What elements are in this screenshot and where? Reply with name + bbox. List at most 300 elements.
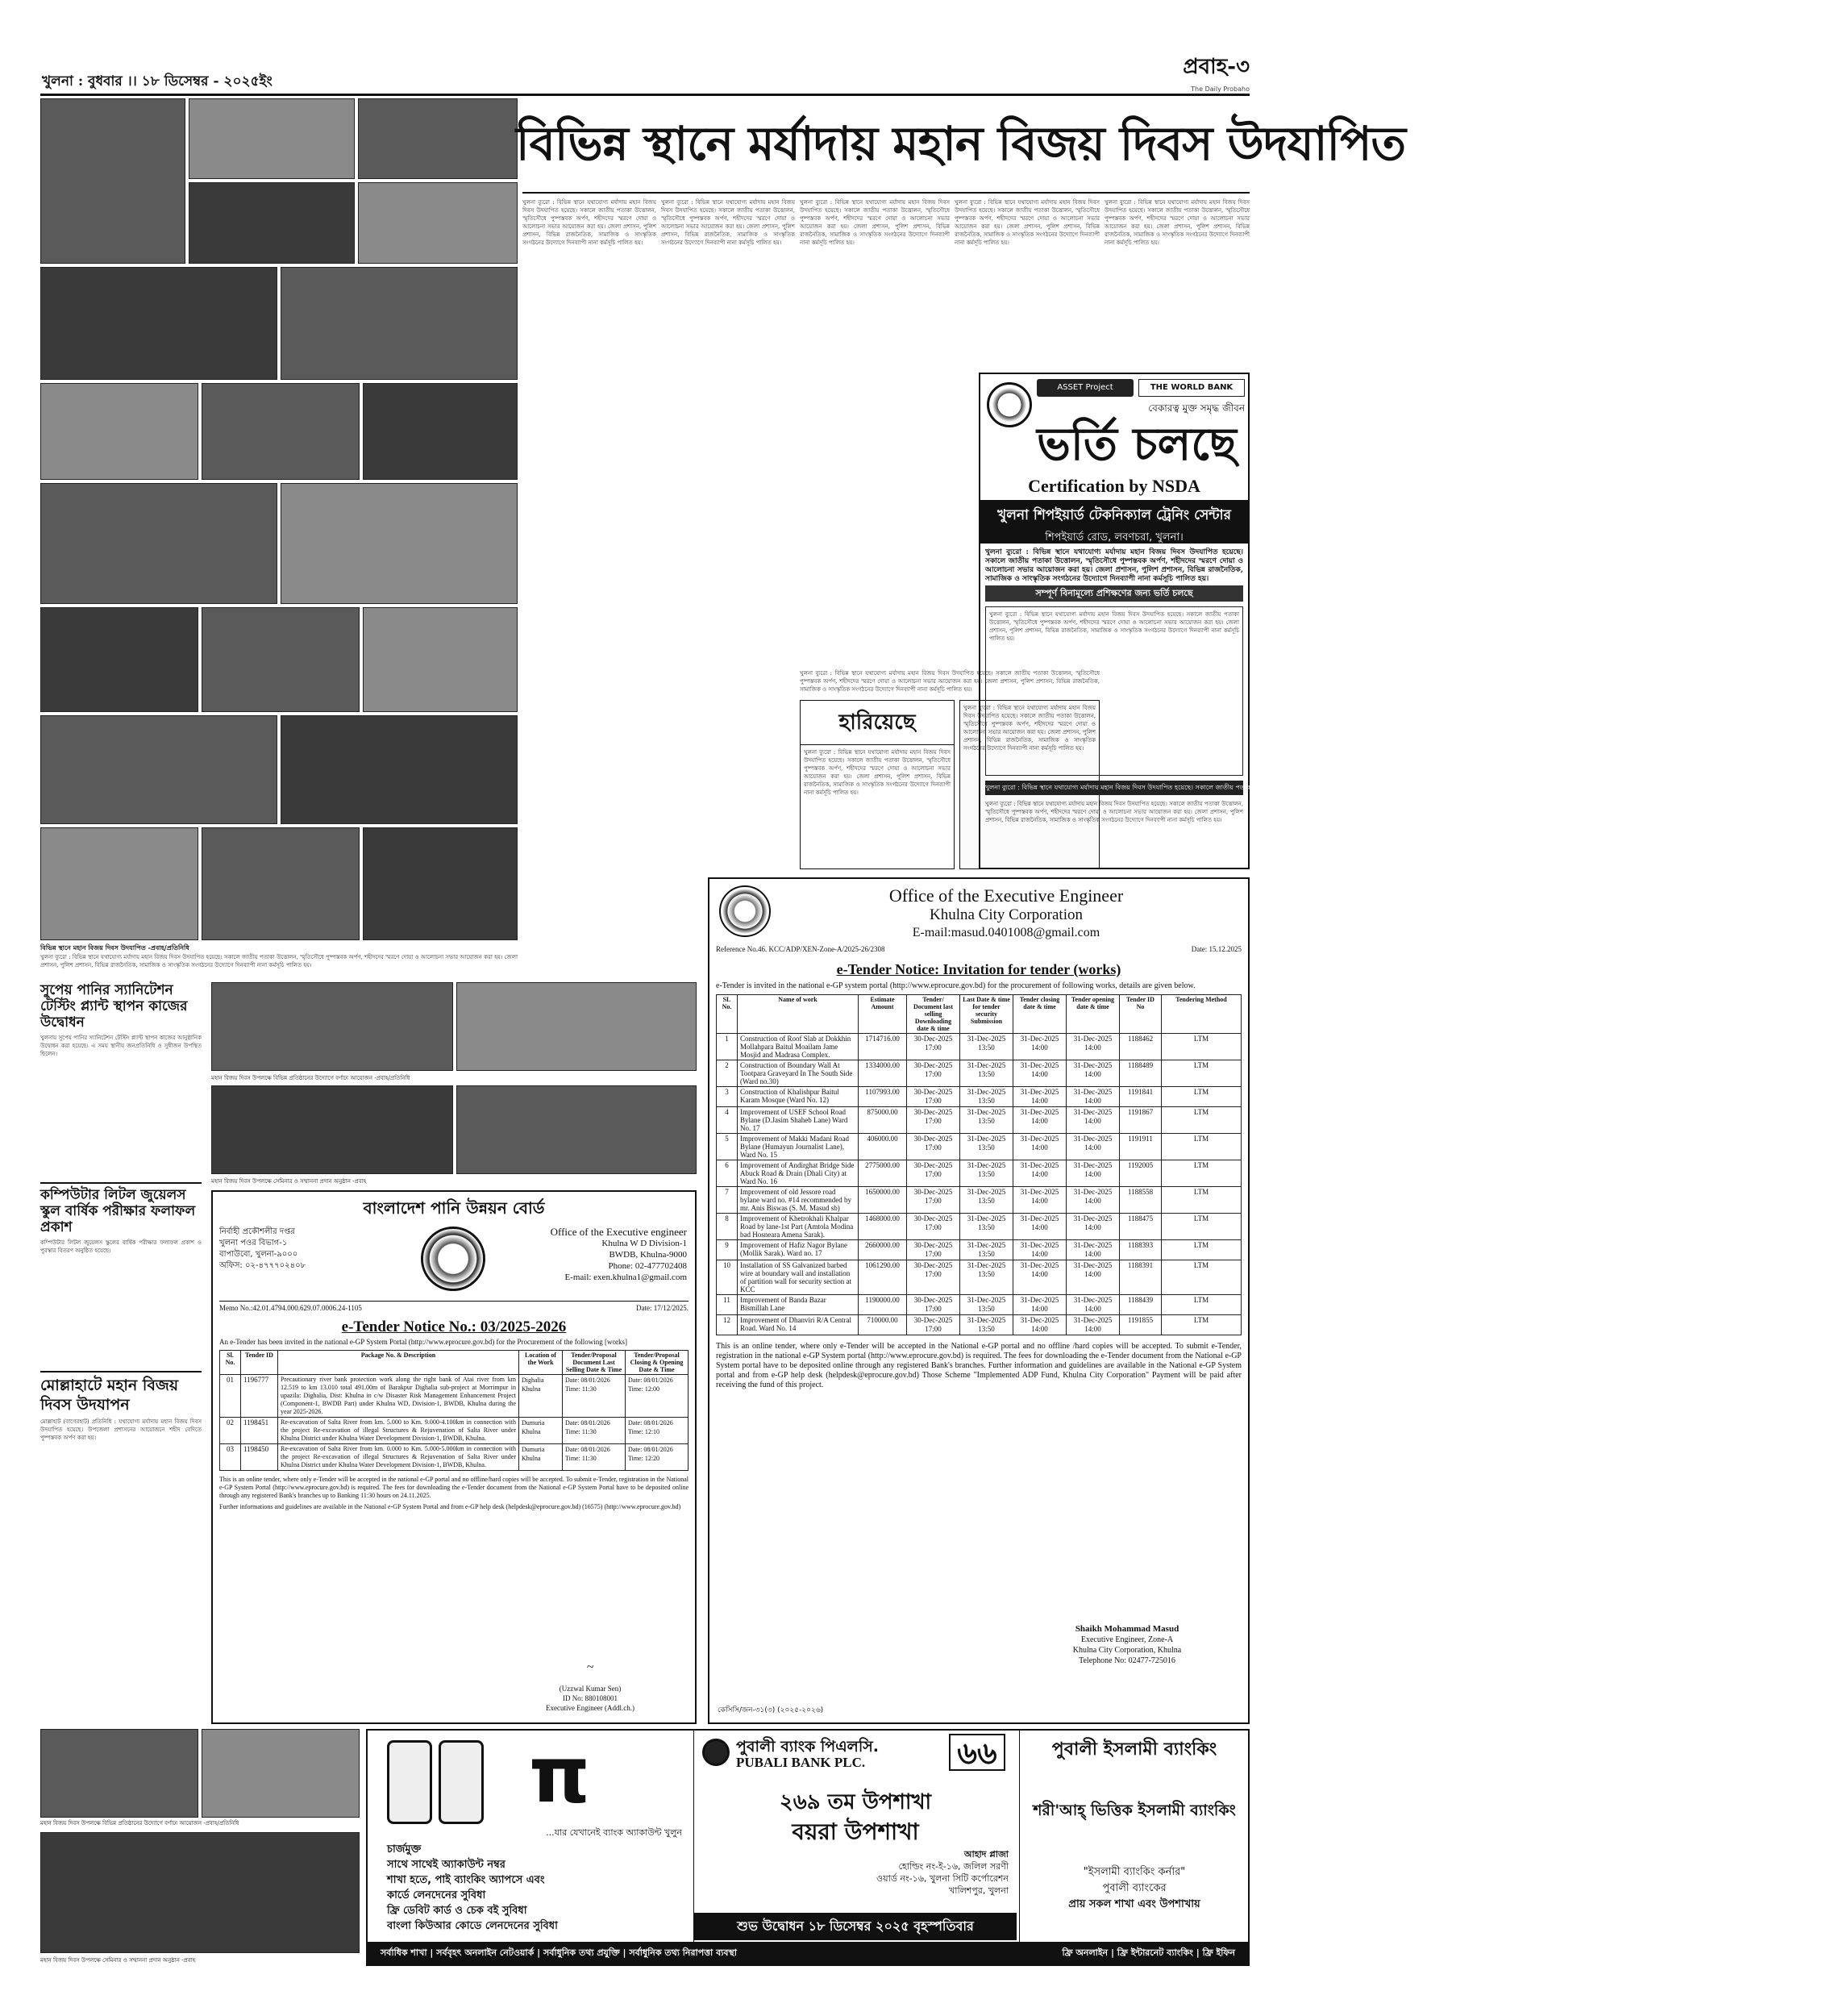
bwdb-sign-title: Executive Engineer (Addl.ch.) bbox=[546, 1704, 634, 1712]
kcc-sign-phone: Telephone No: 02477-725016 bbox=[1079, 1656, 1175, 1665]
cell: Improvement of Khetrokhali Khalpar Road by lane-1st Part (Amtola Modina bad Hosneara Amena Sarak). bbox=[738, 1214, 859, 1240]
collage-photo bbox=[40, 607, 198, 712]
kcc-letterhead bbox=[716, 885, 1242, 942]
bwdb-footer: This is an online tender, where only e-Tender will be accepted in the national e-GP portal and no offline/hard copies will be accepted. To submit e-Tender, registration in the National e-GP System Portal (http://www.eprocure.gov.bd) is required. The fees for downloading the e-Tender document from the National e-GP System Portal have to be deposited online through any registered Bank's branches up to Banking 11:30 hours on 24.11.2025. bbox=[219, 1476, 689, 1499]
cell: 30-Dec-2025 17:00 bbox=[907, 1260, 960, 1295]
notice-body: খুলনা ব্যুরো : বিভিন্ন স্থানে যথাযোগ্য মর্যাদায় মহান বিজয় দিবস উদযাপিত হয়েছে। সকালে জাতীয় পতাকা উত্তোলন, স্মৃতিসৌধে পুষ্পস্তবক অর্পণ, শহীদদের স্মরণে দোয়া ও আলোচনা সভার আয়োজন করা হয়। জেলা প্রশাসন, পুলিশ প্রশাসন, বিভিন্ন রাজনৈতিক, সামাজিক ও সাংস্কৃতিক সংগঠনের উদ্যোগে দিনব্যাপী নানা কর্মসূচি পালিত হয়। bbox=[963, 705, 1096, 752]
cell: Improvement of USEF School Road Bylane (D.Jasim Shaheb Lane) Ward No. 17 bbox=[738, 1107, 859, 1134]
cell: 31-Dec-2025 14:00 bbox=[1067, 1187, 1120, 1214]
cell: 710000.00 bbox=[859, 1315, 907, 1335]
cell: 31-Dec-2025 13:50 bbox=[960, 1260, 1013, 1295]
lead-body-col: খুলনা ব্যুরো : বিভিন্ন স্থানে যথাযোগ্য মর্যাদায় মহান বিজয় দিবস উদযাপিত হয়েছে। সকালে জাতীয় পতাকা উত্তোলন, স্মৃতিসৌধে পুষ্পস্তবক অর্পণ, শহীদদের স্মরণে দোয়া ও আলোচনা সভার আয়োজন করা হয়। জেলা প্রশাসন, পুলিশ প্রশাসন, বিভিন্ন রাজনৈতিক, সামাজিক ও সাংস্কৃতিক সংগঠনের উদ্যোগে দিনব্যাপী নানা কর্মসূচি পালিত হয়। bbox=[955, 199, 1100, 246]
cell: 31-Dec-2025 13:50 bbox=[960, 1134, 1013, 1160]
ad-tagline: ...যার যেখানেই ব্যাংক অ্যাকাউন্ট খুলুন bbox=[546, 1827, 682, 1838]
cell: 31-Dec-2025 14:00 bbox=[1013, 1087, 1067, 1107]
cell: 1191855 bbox=[1120, 1315, 1162, 1335]
cell: LTM bbox=[1162, 1034, 1242, 1060]
kcc-footer: This is an online tender, where only e-Tender will be accepted in the National e-GP portal and no offline /hard copies will be accepted. To submit e-Tender, registration in the national e-GP System portal (http://www.eprocure.gov.bd) is required. The fees for downloading the e-Tender document from the National e-GP System portal have to be deposited online through any registered Bank's branches. Further information and guidelines are available in the National e-GP System portal and from e-GP help desk (helpdesk@eprocure.gov.bd) Those Scheme "Implemented ADP Fund, Khulna City Corporation" Payment will be paid after receiving the fund of this project. bbox=[716, 1342, 1242, 1389]
bottom-photo-caption: মহান বিজয় দিবস উপলক্ষে সেমিনার ও সম্মাননা প্রদান অনুষ্ঠান -প্রবাহ bbox=[40, 1957, 196, 1964]
lead-body-col: খুলনা ব্যুরো : বিভিন্ন স্থানে যথাযোগ্য মর্যাদায় মহান বিজয় দিবস উদযাপিত হয়েছে। সকালে জাতীয় পতাকা উত্তোলন, স্মৃতিসৌধে পুষ্পস্তবক অর্পণ, শহীদদের স্মরণে দোয়া ও আলোচনা সভার আয়োজন করা হয়। জেলা প্রশাসন, পুলিশ প্রশাসন, বিভিন্ন রাজনৈতিক, সামাজিক ও সাংস্কৃতিক সংগঠনের উদ্যোগে দিনব্যাপী নানা কর্মসূচি পালিত হয়। bbox=[800, 199, 950, 246]
bwdb-letterhead bbox=[219, 1227, 689, 1301]
lost-notice-body: খুলনা ব্যুরো : বিভিন্ন স্থানে যথাযোগ্য মর্যাদায় মহান বিজয় দিবস উদযাপিত হয়েছে। সকালে জাতীয় পতাকা উত্তোলন, স্মৃতিসৌধে পুষ্পস্তবক অর্পণ, শহীদদের স্মরণে দোয়া ও আলোচনা সভার আয়োজন করা হয়। জেলা প্রশাসন, পুলিশ প্রশাসন, বিভিন্ন রাজনৈতিক, সামাজিক ও সাংস্কৃতিক সংগঠনের উদ্যোগে দিনব্যাপী নানা কর্মসূচি পালিত হয়। bbox=[804, 749, 951, 796]
col-header: Tender opening date & time bbox=[1067, 995, 1120, 1034]
cell: 31-Dec-2025 14:00 bbox=[1067, 1160, 1120, 1187]
bwdb-sign-id: ID No: 880108001 bbox=[563, 1694, 618, 1702]
bwdb-memo-line bbox=[219, 1301, 689, 1314]
cell: 406000.00 bbox=[859, 1134, 907, 1160]
cell: 1188439 bbox=[1120, 1295, 1162, 1315]
kcc-tender bbox=[708, 877, 1250, 1724]
story-headline: সুপেয় পানির স্যানিটেশন টেস্টিং প্ল্যান্ট স্থাপন কাজের উদ্বোধন bbox=[40, 982, 188, 1031]
cell: 1188558 bbox=[1120, 1187, 1162, 1214]
cell: 30-Dec-2025 17:00 bbox=[907, 1315, 960, 1335]
ad-left-panel bbox=[368, 1731, 690, 1942]
cell: 31-Dec-2025 14:00 bbox=[1013, 1260, 1067, 1295]
masthead-sub: The Daily Probaho bbox=[1191, 85, 1250, 93]
kcc-ref-line bbox=[716, 942, 1242, 956]
cell: 31-Dec-2025 13:50 bbox=[960, 1315, 1013, 1335]
lead-photo-caption: বিভিন্ন স্থানে মহান বিজয় দিবস উদযাপিত -প্রবাহ/প্রতিনিধি bbox=[40, 943, 189, 952]
collage-photo bbox=[202, 607, 360, 712]
col-header: Tender closing date & time bbox=[1013, 995, 1067, 1034]
ad-feature: কার্ডে লেনদেনের সুবিধা bbox=[387, 1889, 486, 1901]
cell: 1190000.00 bbox=[859, 1295, 907, 1315]
cell: Dumuria Khulna bbox=[519, 1444, 563, 1471]
col-header: Name of work bbox=[738, 995, 859, 1034]
story-headline: কম্পিউটার লিটল জুয়েলস স্কুল বার্ষিক পরীক্ষার ফলাফল প্রকাশ bbox=[40, 1187, 196, 1235]
cell: 2660000.00 bbox=[859, 1240, 907, 1260]
lead-photo-collage bbox=[40, 98, 518, 940]
cell: 03 bbox=[220, 1444, 241, 1471]
cell: 31-Dec-2025 14:00 bbox=[1013, 1107, 1067, 1134]
cell: 1191911 bbox=[1120, 1134, 1162, 1160]
header-rule bbox=[40, 94, 1250, 96]
admission-details: খুলনা ব্যুরো : বিভিন্ন স্থানে যথাযোগ্য মর্যাদায় মহান বিজয় দিবস উদযাপিত হয়েছে। সকালে জাতীয় পতাকা উত্তোলন, স্মৃতিসৌধে পুষ্পস্তবক অর্পণ, শহীদদের স্মরণে দোয়া ও আলোচনা সভার আয়োজন করা হয়। জেলা প্রশাসন, পুলিশ প্রশাসন, বিভিন্ন রাজনৈতিক, সামাজিক ও সাংস্কৃতিক সংগঠনের উদ্যোগে দিনব্যাপী নানা কর্মসূচি পালিত হয়। bbox=[985, 548, 1243, 583]
cell: 30-Dec-2025 17:00 bbox=[907, 1034, 960, 1060]
col-header: SL No. bbox=[717, 995, 738, 1034]
cell: 31-Dec-2025 14:00 bbox=[1013, 1315, 1067, 1335]
cell: 1188393 bbox=[1120, 1240, 1162, 1260]
col-header: Tender/Proposal Closing & Opening Date & Time bbox=[626, 1351, 689, 1375]
bwdb-phone-bn: অফিস: ০২-৪৭৭৭০২৪০৮ bbox=[219, 1261, 306, 1270]
phone-icon bbox=[439, 1740, 484, 1824]
cell: LTM bbox=[1162, 1187, 1242, 1214]
bwdb-division-en: Khulna W D Division-1 bbox=[601, 1239, 687, 1248]
lead-body-col: খুলনা ব্যুরো : বিভিন্ন স্থানে যথাযোগ্য মর্যাদায় মহান বিজয় দিবস উদযাপিত হয়েছে। সকালে জাতীয় পতাকা উত্তোলন, স্মৃতিসৌধে পুষ্পস্তবক অর্পণ, শহীদদের স্মরণে দোয়া ও আলোচনা সভার আয়োজন করা হয়। জেলা প্রশাসন, পুলিশ প্রশাসন, বিভিন্ন রাজনৈতিক, সামাজিক ও সাংস্কৃতিক সংগঠনের উদ্যোগে দিনব্যাপী নানা কর্মসূচি পালিত হয়। bbox=[661, 199, 795, 246]
table-row bbox=[717, 1160, 1242, 1187]
ad-feature-list bbox=[387, 1842, 685, 1934]
collage-photo bbox=[40, 483, 277, 604]
cell: 31-Dec-2025 14:00 bbox=[1067, 1315, 1120, 1335]
worldbank-logo: THE WORLD BANK bbox=[1138, 379, 1245, 397]
table-row bbox=[717, 1295, 1242, 1315]
islami-tag2: পুবালী ব্যাংকের bbox=[1102, 1882, 1167, 1894]
cell: 1061290.00 bbox=[859, 1260, 907, 1295]
bwdb-footer2: Further informations and guidelines are available in the National e-GP System Portal and from e-GP help desk (helpdesk@eprocure.gov.bd) (16575) (http://www.eprocure.gov.bd) bbox=[219, 1503, 681, 1510]
col-header: Estimate Amount bbox=[859, 995, 907, 1034]
cell: LTM bbox=[1162, 1160, 1242, 1187]
pubali-logo-icon bbox=[702, 1739, 730, 1766]
admission-ad bbox=[979, 373, 1843, 869]
bwdb-sign-name: (Uzzwal Kumar Sen) bbox=[559, 1685, 622, 1693]
cell: 6 bbox=[717, 1160, 738, 1187]
islami-tag3: প্রায় সকল শাখা এবং উপশাখায় bbox=[1068, 1898, 1200, 1910]
branch-addr-line: খালিশপুর, খুলনা bbox=[949, 1885, 1009, 1896]
cell: 3 bbox=[717, 1087, 738, 1107]
kcc-reference: Reference No.46. KCC/ADP/XEN-Zone-A/2025-26/2308 bbox=[716, 945, 885, 953]
cell: 31-Dec-2025 14:00 bbox=[1013, 1187, 1067, 1214]
lead-body-col: খুলনা ব্যুরো : বিভিন্ন স্থানে যথাযোগ্য মর্যাদায় মহান বিজয় দিবস উদযাপিত হয়েছে। সকালে জাতীয় পতাকা উত্তোলন, স্মৃতিসৌধে পুষ্পস্তবক অর্পণ, শহীদদের স্মরণে দোয়া ও আলোচনা সভার আয়োজন করা হয়। জেলা প্রশাসন, পুলিশ প্রশাসন, বিভিন্ন রাজনৈতিক, সামাজিক ও সাংস্কৃতিক সংগঠনের উদ্যোগে দিনব্যাপী নানা কর্মসূচি পালিত হয়। bbox=[522, 199, 656, 246]
cell: 30-Dec-2025 17:00 bbox=[907, 1187, 960, 1214]
cell: 31-Dec-2025 14:00 bbox=[1013, 1295, 1067, 1315]
cell: 31-Dec-2025 13:50 bbox=[960, 1295, 1013, 1315]
ad-strip-left: সর্বাধিক শাখা | সর্ববৃহৎ অনলাইন নেটওয়ার্ক | সর্বাধুনিক তথ্য প্রযুক্তি | সর্বাধুনিক তথ্য নিরাপত্তা ব্যবস্থা bbox=[381, 1947, 737, 1958]
kcc-logo-icon bbox=[719, 885, 771, 937]
lead-body-col: খুলনা ব্যুরো : বিভিন্ন স্থানে যথাযোগ্য মর্যাদায় মহান বিজয় দিবস উদযাপিত হয়েছে। সকালে জাতীয় পতাকা উত্তোলন, স্মৃতিসৌধে পুষ্পস্তবক অর্পণ, শহীদদের স্মরণে দোয়া ও আলোচনা সভার আয়োজন করা হয়। জেলা প্রশাসন, পুলিশ প্রশাসন, বিভিন্ন রাজনৈতিক, সামাজিক ও সাংস্কৃতিক সংগঠনের উদ্যোগে দিনব্যাপী নানা কর্মসূচি পালিত হয়। bbox=[800, 670, 1100, 693]
cell: Date: 08/01/2026 Time: 12:00 bbox=[626, 1375, 689, 1418]
cell: 1 bbox=[717, 1034, 738, 1060]
bank-name-en: PUBALI BANK PLC. bbox=[736, 1755, 866, 1770]
cell: 1334000.00 bbox=[859, 1060, 907, 1087]
collage-photo bbox=[281, 715, 518, 824]
cell: 1714716.00 bbox=[859, 1034, 907, 1060]
free-training-banner: সম্পূর্ণ বিনামূল্যে প্রশিক্ষণের জন্য ভর্তি চলছে bbox=[985, 585, 1243, 602]
story-photo-caption: মহান বিজয় দিবস উপলক্ষে বিভিন্ন প্রতিষ্ঠানের উদ্যোগে বর্ণাঢ্য আয়োজন -প্রবাহ/প্রতিনিধি bbox=[211, 1075, 410, 1081]
cell: Improvement of Hafiz Nagor Bylane (Mollik Sarak). Ward no. 17 bbox=[738, 1240, 859, 1260]
cell: 1468000.00 bbox=[859, 1214, 907, 1240]
story-body: মোল্লাহাট (বাগেরহাট) প্রতিনিধি : যথাযোগ্য মর্যাদায় মহান বিজয় দিবস উদযাপিত হয়েছে। উপজেলা প্রশাসনের আয়োজনে শহীদ বেদিতে পুষ্পস্তবক অর্পণ করা হয়। bbox=[40, 1418, 202, 1441]
ad-feature: ফ্রি ডেবিট কার্ড ও চেক বই সুবিধা bbox=[387, 1905, 527, 1917]
cell: 8 bbox=[717, 1214, 738, 1240]
bwdb-addr-en: BWDB, Khulna-9000 bbox=[609, 1250, 687, 1260]
cell: 31-Dec-2025 14:00 bbox=[1067, 1295, 1120, 1315]
cell: 31-Dec-2025 14:00 bbox=[1013, 1214, 1067, 1240]
cell: Re-excavation of Salta River from km. 5.000 to Km. 9.000-4.100km in connection with the project Re-excavation of illegal Structures & Rejuvenation of Salta River under Khulna District under Khulna Water Development Division-1, BWDB, Khulna. bbox=[278, 1418, 519, 1444]
cell: Improvement of Andirghat Bridge Side Abuck Road & Drain (Dhali City) at Ward No. 16 bbox=[738, 1160, 859, 1187]
cell: 30-Dec-2025 17:00 bbox=[907, 1107, 960, 1134]
cell: LTM bbox=[1162, 1134, 1242, 1160]
cell: 875000.00 bbox=[859, 1107, 907, 1134]
cell: 31-Dec-2025 14:00 bbox=[1067, 1240, 1120, 1260]
left-column bbox=[40, 982, 202, 1790]
cell: Improvement of Makki Madani Road Bylane (Humayun Journalist Lane), Ward No. 15 bbox=[738, 1134, 859, 1160]
cell: Improvement of Banda Bazar Bismillah Lane bbox=[738, 1295, 859, 1315]
cell: LTM bbox=[1162, 1214, 1242, 1240]
admission-rules: খুলনা ব্যুরো : বিভিন্ন স্থানে যথাযোগ্য মর্যাদায় মহান বিজয় দিবস উদযাপিত হয়েছে। সকালে জাতীয় পতাকা উত্তোলন, স্মৃতিসৌধে পুষ্পস্তবক অর্পণ, শহীদদের স্মরণে দোয়া ও আলোচনা সভার আয়োজন করা হয়। জেলা প্রশাসন, পুলিশ প্রশাসন, বিভিন্ন রাজনৈতিক, সামাজিক ও সাংস্কৃতিক সংগঠনের উদ্যোগে দিনব্যাপী নানা কর্মসূচি পালিত হয়। bbox=[985, 801, 1243, 823]
center-address: শিপইয়ার্ড রোড, লবণচরা, খুলনা। bbox=[1045, 531, 1184, 544]
bwdb-signature bbox=[518, 1660, 663, 1713]
branch-address bbox=[823, 1848, 1009, 1897]
cell: 31-Dec-2025 13:50 bbox=[960, 1060, 1013, 1087]
signature-mark: ~ bbox=[586, 1660, 594, 1674]
stipend-banner: খুলনা ব্যুরো : বিভিন্ন স্থানে যথাযোগ্য মর্যাদায় মহান বিজয় দিবস উদযাপিত হয়েছে। সকালে জাতীয় পতাকা উত্তোলন, স্মৃতিসৌধে পুষ্পস্তবক অর্পণ, শহীদদের স্মরণে দোয়া ও আলোচনা সভার আয়োজন করা হয়। জেলা প্রশাসন, পুলিশ প্রশাসন, বিভিন্ন রাজনৈতিক, সামাজিক ও সাংস্কৃতিক সংগঠনের উদ্যোগে দিনব্যাপী নানা কর্মসূচি পালিত হয়। bbox=[985, 781, 1243, 795]
cell: 31-Dec-2025 14:00 bbox=[1067, 1060, 1120, 1087]
cell: Dumuria Khulna bbox=[519, 1418, 563, 1444]
cell: LTM bbox=[1162, 1060, 1242, 1087]
cell: 31-Dec-2025 13:50 bbox=[960, 1107, 1013, 1134]
kcc-sign-name: Shaikh Mohammad Masud bbox=[1075, 1624, 1179, 1634]
cell: 5 bbox=[717, 1134, 738, 1160]
col-header: Tender ID bbox=[241, 1351, 278, 1375]
cell: 31-Dec-2025 14:00 bbox=[1067, 1260, 1120, 1295]
headline-rule bbox=[522, 192, 1250, 194]
cell: 31-Dec-2025 14:00 bbox=[1067, 1107, 1120, 1134]
course-table bbox=[985, 606, 1243, 776]
bwdb-phone-en: Phone: 02-477702408 bbox=[608, 1261, 687, 1271]
bank-name-bn: পুবালী ব্যাংক পিএলসি. bbox=[736, 1738, 880, 1756]
kcc-code: কেসিসি/জন-৩১(৩) (২০২৫-২০২৬) bbox=[718, 1706, 824, 1714]
masthead-title: প্রবাহ-৩ bbox=[1183, 55, 1250, 79]
phone-icon bbox=[387, 1740, 432, 1824]
story-divider bbox=[40, 1182, 202, 1184]
table-row bbox=[717, 1107, 1242, 1134]
cell: 1188391 bbox=[1120, 1260, 1162, 1295]
story-body: খুলনায় সুপেয় পানির স্যানিটেশন টেস্টিং প্ল্যান্ট স্থাপন কাজের আনুষ্ঠানিক উদ্বোধন করা হয়েছে। এ সময় স্থানীয় জনপ্রতিনিধি ও সুধীজন উপস্থিত ছিলেন। bbox=[40, 1035, 202, 1057]
cell: 31-Dec-2025 14:00 bbox=[1013, 1060, 1067, 1087]
branch-number: ২৬৯ তম উপশাখা bbox=[779, 1790, 932, 1814]
ad-center-panel bbox=[693, 1731, 1016, 1942]
story-photo bbox=[211, 982, 453, 1071]
kcc-table-header bbox=[717, 995, 1242, 1034]
pubali-ad bbox=[366, 1729, 1250, 1966]
bwdb-date: Date: 17/12/2025. bbox=[636, 1304, 689, 1312]
story-headline: মোল্লাহাটে মহান বিজয় দিবস উদযাপন bbox=[40, 1377, 179, 1414]
cell: Re-excavation of Salta River from km. 0.000 to Km. 5.000-5.000km in connection with the project Re-excavation of illegal Structures & Rejuvenation of Salta River under Khulna District under Khulna Water Development Division-1, BWDB, Khulna. bbox=[278, 1444, 519, 1471]
cell: Precautionary river bank protection work along the right bank of Atai river from km 12.519 to km 13.010 total 491.00m of Barakpur Dighalia sub-project at Morrimpur in upazila: Dighalia, Dist: Khulna in c/w Disaster Risk Management Enhancement Project (Component-1, BWDB Part) under Khulna WD, Division-1, BWDB, Khulna during the year 2025-2026. bbox=[278, 1375, 519, 1418]
bwdb-office-bn: নির্বাহী প্রকৌশলীর দপ্তর bbox=[219, 1227, 295, 1236]
islami-title: পুবালী ইসলামী ব্যাংকিং bbox=[1051, 1739, 1217, 1760]
cell: 1192005 bbox=[1120, 1160, 1162, 1187]
center-name: খুলনা শিপইয়ার্ড টেকনিক্যাল ট্রেনিং সেন্টার bbox=[997, 507, 1231, 523]
branch-addr-line: আহাদ প্লাজা bbox=[963, 1849, 1009, 1860]
cell: 1650000.00 bbox=[859, 1187, 907, 1214]
anniversary-badge: ৬৬ bbox=[949, 1734, 1005, 1771]
cell: 12 bbox=[717, 1315, 738, 1335]
col-header: Tender/ Document last selling Downloading date & time bbox=[907, 995, 960, 1034]
course-table-text: খুলনা ব্যুরো : বিভিন্ন স্থানে যথাযোগ্য মর্যাদায় মহান বিজয় দিবস উদযাপিত হয়েছে। সকালে জাতীয় পতাকা উত্তোলন, স্মৃতিসৌধে পুষ্পস্তবক অর্পণ, শহীদদের স্মরণে দোয়া ও আলোচনা সভার আয়োজন করা হয়। জেলা প্রশাসন, পুলিশ প্রশাসন, বিভিন্ন রাজনৈতিক, সামাজিক ও সাংস্কৃতিক সংগঠনের উদ্যোগে দিনব্যাপী নানা কর্মসূচি পালিত হয়। bbox=[989, 611, 1239, 642]
ad-bottom-strip bbox=[368, 1942, 1248, 1964]
kcc-intro: e-Tender is invited in the national e-GP system portal (http://www.eprocure.gov.bd) for the procurement of following works, details are given below. bbox=[716, 981, 1196, 990]
collage-photo bbox=[189, 98, 355, 179]
islami-sub: শরী'আহ্ ভিত্তিক ইসলামী ব্যাংকিং bbox=[1033, 1801, 1236, 1819]
bwdb-table-header bbox=[220, 1351, 689, 1375]
collage-photo bbox=[202, 383, 360, 480]
collage-photo bbox=[363, 383, 518, 480]
kcc-tender-table bbox=[716, 994, 1242, 1335]
kcc-office: Office of the Executive Engineer bbox=[888, 885, 1124, 906]
masthead bbox=[1129, 50, 1250, 93]
table-row bbox=[220, 1375, 689, 1418]
cell: Dighalia Khulna bbox=[519, 1375, 563, 1418]
cell: 01 bbox=[220, 1375, 241, 1418]
cell: 1191867 bbox=[1120, 1107, 1162, 1134]
cell: 31-Dec-2025 14:00 bbox=[1013, 1134, 1067, 1160]
cell: Construction of Roof Slab at Dokkhin Mollahpara Baitul Moailam Jame Mosjid and Madrasa Complex. bbox=[738, 1034, 859, 1060]
bwdb-notice-title: e-Tender Notice No.: 03/2025-2026 bbox=[341, 1318, 567, 1335]
inauguration-bar: শুভ উদ্বোধন ১৮ ডিসেম্বর ২০২৫ বৃহস্পতিবার bbox=[694, 1913, 1017, 1940]
admission-tagline: বেকারত্ব মুক্ত সমৃদ্ধ জীবন bbox=[1148, 402, 1245, 414]
bwdb-memo: Memo No.:42.01.4794.000.629.07.0006.24-1105 bbox=[219, 1304, 362, 1312]
cell: Date: 08/01/2026 Time: 11:30 bbox=[563, 1444, 626, 1471]
cell: LTM bbox=[1162, 1240, 1242, 1260]
story-photo bbox=[456, 982, 697, 1071]
cell: 1188489 bbox=[1120, 1060, 1162, 1087]
cell: 30-Dec-2025 17:00 bbox=[907, 1134, 960, 1160]
cell: Date: 08/01/2026 Time: 11:30 bbox=[563, 1418, 626, 1444]
table-row bbox=[717, 1240, 1242, 1260]
nsda-cert: Certification by NSDA bbox=[1028, 476, 1200, 496]
cell: Construction of Boundary Wall At Tootpara Graveyard In The South Side (Ward no.30) bbox=[738, 1060, 859, 1087]
table-row bbox=[717, 1087, 1242, 1107]
kcc-org: Khulna City Corporation bbox=[930, 906, 1083, 923]
cell: 30-Dec-2025 17:00 bbox=[907, 1295, 960, 1315]
kcc-notice-title: e-Tender Notice: Invitation for tender (works) bbox=[836, 961, 1121, 977]
collage-photo bbox=[358, 98, 518, 179]
bottom-photo bbox=[40, 1832, 360, 1953]
cell: 31-Dec-2025 14:00 bbox=[1067, 1214, 1120, 1240]
collage-photo bbox=[40, 98, 185, 264]
cell: 31-Dec-2025 14:00 bbox=[1067, 1087, 1120, 1107]
islami-tag: "ইসলামী ব্যাংকিং কর্নার" bbox=[1083, 1866, 1186, 1878]
bottom-photo-caption: মহান বিজয় দিবস উপলক্ষে বিভিন্ন প্রতিষ্ঠানের উদ্যোগে বর্ণাঢ্য আয়োজন -প্রবাহ/প্রতিনিধি bbox=[40, 1820, 239, 1826]
story-photo bbox=[211, 1085, 453, 1174]
bwdb-address-bn bbox=[219, 1227, 381, 1272]
cell: 1107993.00 bbox=[859, 1087, 907, 1107]
bwdb-logo-icon bbox=[421, 1227, 485, 1291]
story-photo-caption: মহান বিজয় দিবস উপলক্ষে সেমিনার ও সম্মাননা প্রদান অনুষ্ঠান -প্রবাহ bbox=[211, 1178, 367, 1185]
col-header: Package No. & Description bbox=[278, 1351, 519, 1375]
cell: 30-Dec-2025 17:00 bbox=[907, 1160, 960, 1187]
ad-feature: সাথে সাথেই অ্যাকাউন্ট নম্বর bbox=[387, 1859, 505, 1871]
lead-body-col: খুলনা ব্যুরো : বিভিন্ন স্থানে যথাযোগ্য মর্যাদায় মহান বিজয় দিবস উদযাপিত হয়েছে। সকালে জাতীয় পতাকা উত্তোলন, স্মৃতিসৌধে পুষ্পস্তবক অর্পণ, শহীদদের স্মরণে দোয়া ও আলোচনা সভার আয়োজন করা হয়। জেলা প্রশাসন, পুলিশ প্রশাসন, বিভিন্ন রাজনৈতিক, সামাজিক ও সাংস্কৃতিক সংগঠনের উদ্যোগে দিনব্যাপী নানা কর্মসূচি পালিত হয়। bbox=[1105, 199, 1250, 246]
cell: Installation of SS Galvanized barbed wire at boundary wall and installation of partition wall for security section at KCC bbox=[738, 1260, 859, 1295]
story-photo bbox=[456, 1085, 697, 1174]
bwdb-title: বাংলাদেশ পানি উন্নয়ন বোর্ড bbox=[363, 1198, 545, 1218]
table-row bbox=[717, 1214, 1242, 1240]
table-row bbox=[717, 1060, 1242, 1087]
collage-photo bbox=[189, 182, 355, 264]
ad-feature: চার্জমুক্ত bbox=[387, 1843, 422, 1856]
cell: 7 bbox=[717, 1187, 738, 1214]
ad-strip-right: ফ্রি অনলাইন | ফ্রি ইন্টারনেট ব্যাংকিং | ফ্রি ইফিন bbox=[1062, 1947, 1235, 1958]
cell: 1188462 bbox=[1120, 1034, 1162, 1060]
cell: LTM bbox=[1162, 1295, 1242, 1315]
collage-photo bbox=[281, 267, 518, 380]
pubali-pi-icon: π bbox=[529, 1730, 590, 1820]
cell: 1198450 bbox=[241, 1444, 278, 1471]
cell: Date: 08/01/2026 Time: 12:10 bbox=[626, 1418, 689, 1444]
cell: 10 bbox=[717, 1260, 738, 1295]
cell: 31-Dec-2025 13:50 bbox=[960, 1034, 1013, 1060]
table-row bbox=[717, 1034, 1242, 1060]
dateline: খুলনা : বুধবার ।। ১৮ ডিসেম্বর - ২০২৫ইং bbox=[42, 73, 272, 90]
ad-right-panel bbox=[1019, 1731, 1248, 1942]
cell: 30-Dec-2025 17:00 bbox=[907, 1214, 960, 1240]
center-name-bar bbox=[980, 500, 1248, 544]
admission-title: ভর্তি চলছে bbox=[1037, 418, 1237, 471]
asset-project-logo: ASSET Project bbox=[1037, 379, 1134, 397]
story-body: কম্পিউটার লিটল জুয়েলস স্কুলের বার্ষিক পরীক্ষার ফলাফল প্রকাশ ও পুরস্কার বিতরণ অনুষ্ঠিত হয়েছে। bbox=[40, 1239, 202, 1254]
bwdb-email: E-mail: exen.khulna1@gmail.com bbox=[564, 1272, 687, 1282]
table-row bbox=[717, 1187, 1242, 1214]
collage-photo bbox=[40, 827, 198, 940]
cell: 1191841 bbox=[1120, 1087, 1162, 1107]
cell: 30-Dec-2025 17:00 bbox=[907, 1060, 960, 1087]
lost-notice-title: হারিয়েছে bbox=[801, 701, 954, 745]
col-header: Tender ID No bbox=[1120, 995, 1162, 1034]
branch-addr-line: হোল্ডিং নং-ই-১৬, জলিল সরণী bbox=[898, 1861, 1009, 1872]
col-header: Last Date & time for tender security Submission bbox=[960, 995, 1013, 1034]
cell: 30-Dec-2025 17:00 bbox=[907, 1087, 960, 1107]
cell: LTM bbox=[1162, 1315, 1242, 1335]
cell: 31-Dec-2025 14:00 bbox=[1067, 1134, 1120, 1160]
cell: Date: 08/01/2026 Time: 12:20 bbox=[626, 1444, 689, 1471]
cell: 9 bbox=[717, 1240, 738, 1260]
col-header: Location of the Work bbox=[519, 1351, 563, 1375]
collage-photo bbox=[281, 483, 518, 604]
lost-notice bbox=[800, 700, 955, 869]
bwdb-addr-bn: বাপাউবো, খুলনা-৯০০০ bbox=[219, 1250, 298, 1259]
cell: LTM bbox=[1162, 1087, 1242, 1107]
cell: 1188475 bbox=[1120, 1214, 1162, 1240]
bottom-photo bbox=[40, 1729, 198, 1818]
bwdb-tender bbox=[211, 1190, 697, 1724]
cell: 31-Dec-2025 13:50 bbox=[960, 1187, 1013, 1214]
col-header: Tender/Proposal Document Last Selling Date & Time bbox=[563, 1351, 626, 1375]
kcc-signature bbox=[1030, 1624, 1224, 1666]
cell: 2775000.00 bbox=[859, 1160, 907, 1187]
table-row bbox=[220, 1444, 689, 1471]
cell: 31-Dec-2025 13:50 bbox=[960, 1240, 1013, 1260]
collage-photo bbox=[358, 182, 518, 264]
cell: 31-Dec-2025 14:00 bbox=[1067, 1034, 1120, 1060]
lead-headline: বিভিন্ন স্থানে মর্যাদায় মহান বিজয় দিবস উদযাপিত bbox=[516, 116, 1406, 171]
table-row bbox=[220, 1418, 689, 1444]
ad-feature: বাংলা কিউআর কোডে লেনদেনের সুবিধা bbox=[387, 1920, 558, 1932]
cell: LTM bbox=[1162, 1107, 1242, 1134]
col-header: Tendering Method bbox=[1162, 995, 1242, 1034]
collage-photo bbox=[363, 607, 518, 712]
cell: Improvement of Dhanviri R/A Central Road. Ward No. 14 bbox=[738, 1315, 859, 1335]
collage-photo bbox=[40, 715, 277, 824]
story-divider bbox=[40, 1371, 202, 1372]
bwdb-address-en bbox=[518, 1227, 687, 1283]
kcc-sign-title: Executive Engineer, Zone-A bbox=[1080, 1635, 1174, 1644]
cell: LTM bbox=[1162, 1260, 1242, 1295]
cell: 31-Dec-2025 14:00 bbox=[1013, 1160, 1067, 1187]
cell: 31-Dec-2025 14:00 bbox=[1013, 1240, 1067, 1260]
kcc-email: E-mail:masud.0401008@gmail.com bbox=[912, 926, 1100, 939]
bottom-photo bbox=[202, 1729, 360, 1818]
kcc-date: Date: 15.12.2025 bbox=[1191, 945, 1242, 953]
col-header: Sl. No. bbox=[220, 1351, 241, 1375]
center-seal-icon bbox=[987, 382, 1032, 427]
cell: 30-Dec-2025 17:00 bbox=[907, 1240, 960, 1260]
ad-feature: শাখা হতে, পাই ব্যাংকিং অ্যাপসে এবং bbox=[387, 1874, 545, 1886]
bwdb-tender-table bbox=[219, 1350, 689, 1471]
cell: 1196777 bbox=[241, 1375, 278, 1418]
cell: 11 bbox=[717, 1295, 738, 1315]
branch-name: বয়রা উপশাখা bbox=[792, 1818, 919, 1845]
cell: 31-Dec-2025 13:50 bbox=[960, 1087, 1013, 1107]
cell: 31-Dec-2025 13:50 bbox=[960, 1214, 1013, 1240]
lead-caption-text: খুলনা ব্যুরো : বিভিন্ন স্থানে যথাযোগ্য মর্যাদায় মহান বিজয় দিবস উদযাপিত হয়েছে। সকালে জাতীয় পতাকা উত্তোলন, স্মৃতিসৌধে পুষ্পস্তবক অর্পণ, শহীদদের স্মরণে দোয়া ও আলোচনা সভার আয়োজন করা হয়। জেলা প্রশাসন, পুলিশ প্রশাসন, বিভিন্ন রাজনৈতিক, সামাজিক ও সাংস্কৃতিক সংগঠনের উদ্যোগে দিনব্যাপী নানা কর্মসূচি পালিত হয়। bbox=[40, 954, 518, 968]
table-row bbox=[717, 1315, 1242, 1335]
table-row bbox=[717, 1134, 1242, 1160]
collage-photo bbox=[40, 383, 198, 480]
cell: 31-Dec-2025 14:00 bbox=[1013, 1034, 1067, 1060]
cell: Improvement of old Jessore road bylane ward no. #14 recommended by mr. Anis Biswas (S. M. Masud sb) bbox=[738, 1187, 859, 1214]
